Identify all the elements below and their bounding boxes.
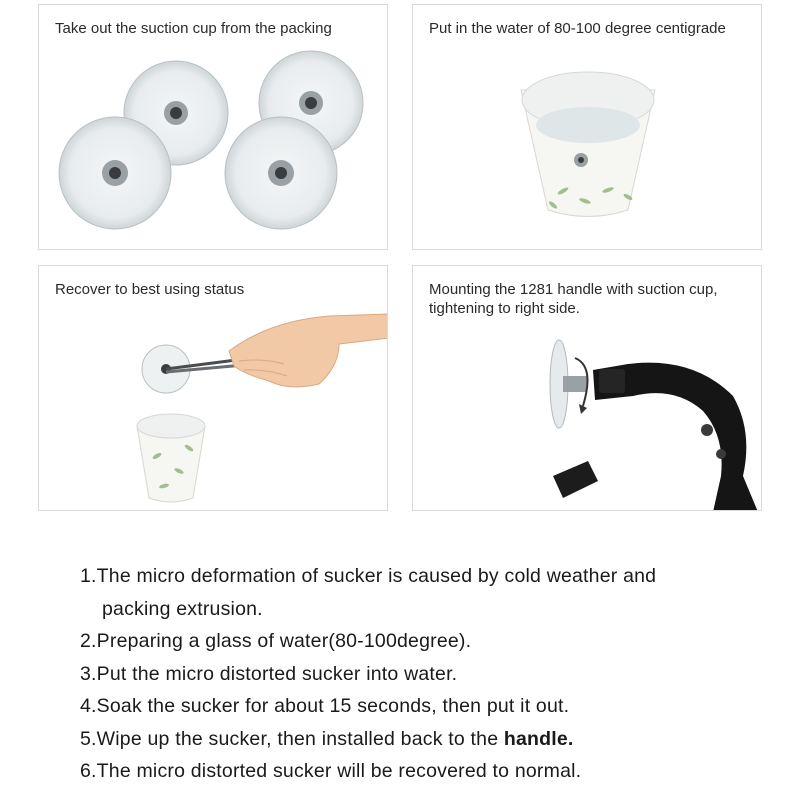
suction-cups-illustration [39, 5, 388, 250]
step-1: 1.The micro deformation of sucker is caused by cold weather and [80, 565, 657, 587]
suction-cup [550, 340, 587, 428]
step-5-emphasis: handle. [503, 727, 574, 750]
tweezers-and-cup-illustration [39, 266, 388, 511]
paper-cup-illustration [413, 5, 762, 250]
hand-icon [229, 314, 388, 387]
step-3: 3.Put the micro distorted sucker into water. [80, 662, 458, 685]
suction-cup [59, 117, 171, 229]
step-5 [80, 723, 780, 756]
panel-caption: Put in the water of 80-100 degree centigrade [429, 20, 726, 37]
panel-caption: Take out the suction cup from the packing [55, 20, 332, 37]
handle-mount-illustration [413, 266, 762, 511]
step-4: 4.Soak the sucker for about 15 seconds, then put it out. [80, 695, 570, 717]
instruction-steps [80, 560, 780, 788]
paper-cup [137, 414, 205, 502]
panel-caption: Mounting the 1281 handle with suction cup, tightening to right side. [429, 281, 718, 317]
step-6: 6.The micro distorted sucker will be recovered to normal. [80, 760, 582, 782]
step-5-text: 5.Wipe up the sucker, then installed back to the [80, 727, 504, 750]
panel-recover [38, 265, 388, 511]
panel-caption: Recover to best using status [55, 281, 245, 298]
step-1-continued: packing extrusion. [102, 597, 263, 620]
panel-mounting-handle [412, 265, 762, 511]
panel-take-out-suction-cup [38, 4, 388, 250]
step-2: 2.Preparing a glass of water(80-100degree). [80, 630, 472, 652]
panel-hot-water [412, 4, 762, 250]
suction-cup [225, 117, 337, 229]
